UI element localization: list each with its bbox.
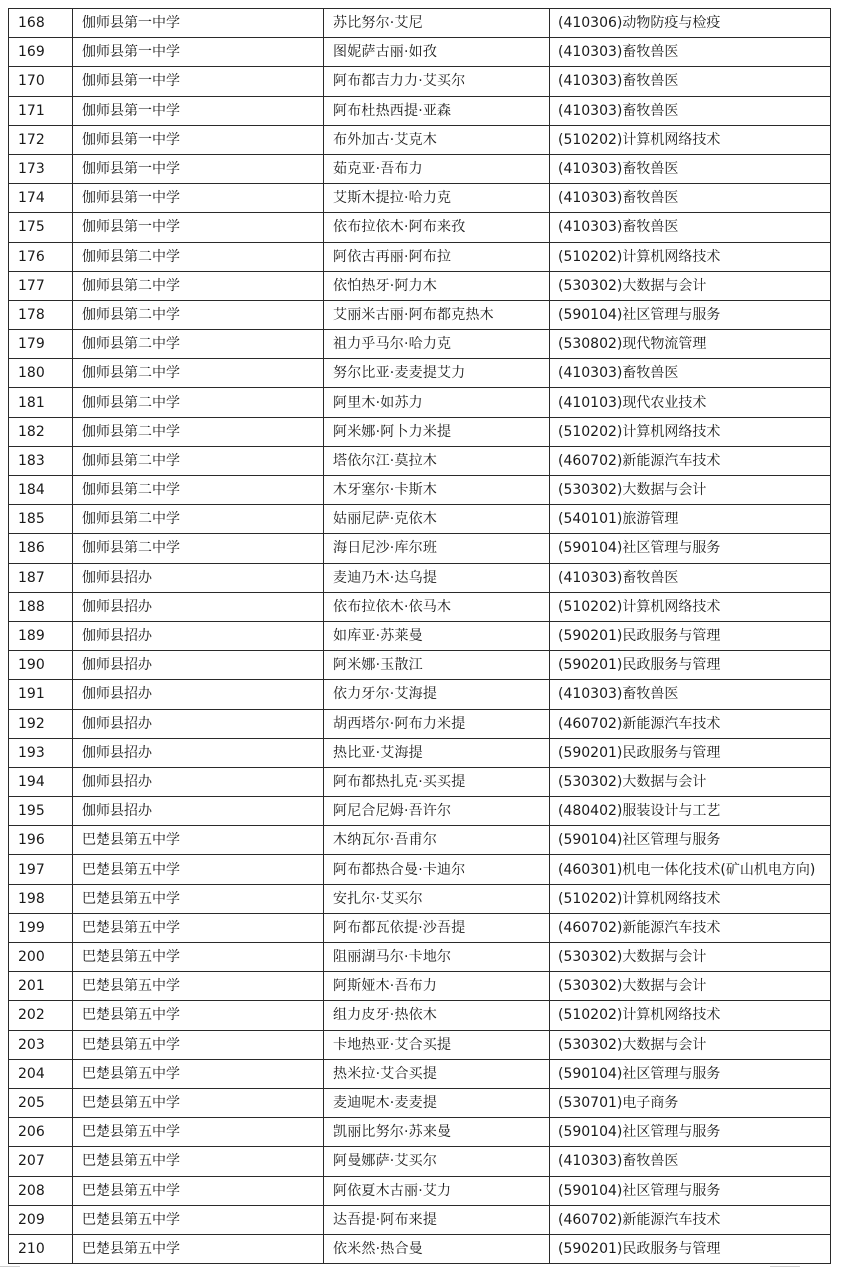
- row-number-cell: 189: [9, 621, 73, 650]
- table-row: [9, 213, 831, 242]
- table-row: [9, 1030, 831, 1059]
- student-name-cell: 祖力乎马尔·哈力克: [324, 330, 550, 359]
- school-name-cell: 巴楚县第五中学: [73, 943, 324, 972]
- major-name-cell: (510202)计算机网络技术: [550, 884, 831, 913]
- student-name-cell: 组力皮牙·热依木: [324, 1001, 550, 1030]
- school-name-cell: 伽师县第二中学: [73, 534, 324, 563]
- row-number-cell: 181: [9, 388, 73, 417]
- row-number-cell: 168: [9, 9, 73, 38]
- row-number-cell: 200: [9, 943, 73, 972]
- table-row: [9, 621, 831, 650]
- school-name-cell: 伽师县第二中学: [73, 388, 324, 417]
- row-number-cell: 201: [9, 972, 73, 1001]
- row-number-cell: 170: [9, 67, 73, 96]
- table-row: [9, 855, 831, 884]
- row-number-cell: 193: [9, 738, 73, 767]
- row-number-cell: 199: [9, 913, 73, 942]
- major-name-cell: (510202)计算机网络技术: [550, 242, 831, 271]
- school-name-cell: 伽师县第二中学: [73, 300, 324, 329]
- student-name-cell: 达吾提·阿布来提: [324, 1205, 550, 1234]
- student-name-cell: 依布拉依木·依马木: [324, 592, 550, 621]
- major-name-cell: (590104)社区管理与服务: [550, 534, 831, 563]
- major-name-cell: (410303)畜牧兽医: [550, 38, 831, 67]
- student-name-cell: 艾斯木提拉·哈力克: [324, 184, 550, 213]
- school-name-cell: 巴楚县第五中学: [73, 1030, 324, 1059]
- row-number-cell: 210: [9, 1234, 73, 1263]
- school-name-cell: 伽师县第二中学: [73, 446, 324, 475]
- table-row: [9, 651, 831, 680]
- student-name-cell: 姑丽尼萨·克依木: [324, 505, 550, 534]
- table-row: [9, 1001, 831, 1030]
- row-number-cell: 171: [9, 96, 73, 125]
- major-name-cell: (590104)社区管理与服务: [550, 300, 831, 329]
- row-number-cell: 180: [9, 359, 73, 388]
- row-number-cell: 205: [9, 1088, 73, 1117]
- school-name-cell: 伽师县第二中学: [73, 330, 324, 359]
- major-name-cell: (410303)畜牧兽医: [550, 359, 831, 388]
- row-number-cell: 194: [9, 767, 73, 796]
- table-row: [9, 300, 831, 329]
- table-row: [9, 417, 831, 446]
- table-row: [9, 1118, 831, 1147]
- row-number-cell: 183: [9, 446, 73, 475]
- table-row: [9, 797, 831, 826]
- table-row: [9, 9, 831, 38]
- row-number-cell: 179: [9, 330, 73, 359]
- table-row: [9, 884, 831, 913]
- school-name-cell: 伽师县第一中学: [73, 67, 324, 96]
- major-name-cell: (530302)大数据与会计: [550, 1030, 831, 1059]
- major-name-cell: (410303)畜牧兽医: [550, 96, 831, 125]
- school-name-cell: 伽师县第一中学: [73, 96, 324, 125]
- student-name-cell: 茹克亚·吾布力: [324, 154, 550, 183]
- row-number-cell: 177: [9, 271, 73, 300]
- major-name-cell: (410303)畜牧兽医: [550, 67, 831, 96]
- table-row: [9, 1059, 831, 1088]
- major-name-cell: (410303)畜牧兽医: [550, 184, 831, 213]
- school-name-cell: 伽师县第二中学: [73, 505, 324, 534]
- major-name-cell: (530302)大数据与会计: [550, 943, 831, 972]
- row-number-cell: 198: [9, 884, 73, 913]
- row-number-cell: 191: [9, 680, 73, 709]
- school-name-cell: 伽师县第一中学: [73, 9, 324, 38]
- row-number-cell: 175: [9, 213, 73, 242]
- table-row: [9, 154, 831, 183]
- row-number-cell: 184: [9, 476, 73, 505]
- major-name-cell: (590104)社区管理与服务: [550, 1118, 831, 1147]
- school-name-cell: 伽师县第二中学: [73, 476, 324, 505]
- table-row: [9, 446, 831, 475]
- school-name-cell: 巴楚县第五中学: [73, 1176, 324, 1205]
- student-name-cell: 阿尼合尼姆·吾许尔: [324, 797, 550, 826]
- student-name-cell: 阻丽湖马尔·卡地尔: [324, 943, 550, 972]
- student-name-cell: 麦迪呢木·麦麦提: [324, 1088, 550, 1117]
- student-name-cell: 依怕热牙·阿力木: [324, 271, 550, 300]
- row-number-cell: 176: [9, 242, 73, 271]
- row-number-cell: 174: [9, 184, 73, 213]
- table-row: [9, 680, 831, 709]
- student-name-cell: 阿斯娅木·吾布力: [324, 972, 550, 1001]
- major-name-cell: (460702)新能源汽车技术: [550, 446, 831, 475]
- row-number-cell: 185: [9, 505, 73, 534]
- student-name-cell: 木牙塞尔·卡斯木: [324, 476, 550, 505]
- table-row: [9, 913, 831, 942]
- enrollment-table: [8, 8, 831, 1264]
- table-row: [9, 184, 831, 213]
- table-row: [9, 826, 831, 855]
- major-name-cell: (460301)机电一体化技术(矿山机电方向): [550, 855, 831, 884]
- table-row: [9, 1234, 831, 1263]
- school-name-cell: 伽师县招办: [73, 738, 324, 767]
- school-name-cell: 伽师县招办: [73, 680, 324, 709]
- major-name-cell: (530302)大数据与会计: [550, 972, 831, 1001]
- major-name-cell: (410303)畜牧兽医: [550, 680, 831, 709]
- school-name-cell: 巴楚县第五中学: [73, 1001, 324, 1030]
- school-name-cell: 伽师县招办: [73, 767, 324, 796]
- school-name-cell: 伽师县招办: [73, 709, 324, 738]
- student-name-cell: 胡西塔尔·阿布力米提: [324, 709, 550, 738]
- student-name-cell: 布外加古·艾克木: [324, 125, 550, 154]
- major-name-cell: (510202)计算机网络技术: [550, 1001, 831, 1030]
- major-name-cell: (480402)服装设计与工艺: [550, 797, 831, 826]
- major-name-cell: (410303)畜牧兽医: [550, 1147, 831, 1176]
- student-name-cell: 海日尼沙·库尔班: [324, 534, 550, 563]
- major-name-cell: (460702)新能源汽车技术: [550, 1205, 831, 1234]
- table-row: [9, 38, 831, 67]
- row-number-cell: 206: [9, 1118, 73, 1147]
- row-number-cell: 209: [9, 1205, 73, 1234]
- school-name-cell: 伽师县第二中学: [73, 417, 324, 446]
- major-name-cell: (530302)大数据与会计: [550, 767, 831, 796]
- major-name-cell: (410303)畜牧兽医: [550, 154, 831, 183]
- table-row: [9, 709, 831, 738]
- school-name-cell: 伽师县第二中学: [73, 271, 324, 300]
- row-number-cell: 195: [9, 797, 73, 826]
- major-name-cell: (530701)电子商务: [550, 1088, 831, 1117]
- major-name-cell: (590104)社区管理与服务: [550, 1176, 831, 1205]
- row-number-cell: 202: [9, 1001, 73, 1030]
- student-name-cell: 麦迪乃木·达乌提: [324, 563, 550, 592]
- student-name-cell: 依力牙尔·艾海提: [324, 680, 550, 709]
- table-row: [9, 738, 831, 767]
- student-name-cell: 阿布都热扎克·买买提: [324, 767, 550, 796]
- school-name-cell: 伽师县第一中学: [73, 38, 324, 67]
- table-row: [9, 96, 831, 125]
- row-number-cell: 187: [9, 563, 73, 592]
- school-name-cell: 伽师县第一中学: [73, 213, 324, 242]
- row-number-cell: 173: [9, 154, 73, 183]
- school-name-cell: 巴楚县第五中学: [73, 1118, 324, 1147]
- school-name-cell: 伽师县招办: [73, 621, 324, 650]
- major-name-cell: (460702)新能源汽车技术: [550, 709, 831, 738]
- table-row: [9, 388, 831, 417]
- school-name-cell: 伽师县招办: [73, 651, 324, 680]
- student-name-cell: 木纳瓦尔·吾甫尔: [324, 826, 550, 855]
- major-name-cell: (410306)动物防疫与检疫: [550, 9, 831, 38]
- table-row: [9, 476, 831, 505]
- row-number-cell: 172: [9, 125, 73, 154]
- table-row: [9, 1205, 831, 1234]
- student-name-cell: 阿布都瓦依提·沙吾提: [324, 913, 550, 942]
- student-name-cell: 依布拉依木·阿布来孜: [324, 213, 550, 242]
- table-row: [9, 359, 831, 388]
- school-name-cell: 巴楚县第五中学: [73, 884, 324, 913]
- row-number-cell: 207: [9, 1147, 73, 1176]
- major-name-cell: (510202)计算机网络技术: [550, 417, 831, 446]
- school-name-cell: 巴楚县第五中学: [73, 1205, 324, 1234]
- student-name-cell: 凯丽比努尔·苏来曼: [324, 1118, 550, 1147]
- major-name-cell: (410303)畜牧兽医: [550, 563, 831, 592]
- table-row: [9, 242, 831, 271]
- student-name-cell: 图妮萨古丽·如孜: [324, 38, 550, 67]
- student-name-cell: 阿依夏木古丽·艾力: [324, 1176, 550, 1205]
- major-name-cell: (590104)社区管理与服务: [550, 1059, 831, 1088]
- row-number-cell: 192: [9, 709, 73, 738]
- student-name-cell: 阿米娜·阿卜力米提: [324, 417, 550, 446]
- table-row: [9, 592, 831, 621]
- major-name-cell: (510202)计算机网络技术: [550, 125, 831, 154]
- student-name-cell: 如库亚·苏莱曼: [324, 621, 550, 650]
- school-name-cell: 伽师县第一中学: [73, 154, 324, 183]
- major-name-cell: (590201)民政服务与管理: [550, 738, 831, 767]
- student-name-cell: 艾丽米古丽·阿布都克热木: [324, 300, 550, 329]
- major-name-cell: (590201)民政服务与管理: [550, 651, 831, 680]
- table-row: [9, 1088, 831, 1117]
- school-name-cell: 巴楚县第五中学: [73, 1234, 324, 1263]
- row-number-cell: 208: [9, 1176, 73, 1205]
- major-name-cell: (590201)民政服务与管理: [550, 1234, 831, 1263]
- table-row: [9, 534, 831, 563]
- student-name-cell: 阿布都吉力力·艾买尔: [324, 67, 550, 96]
- student-name-cell: 塔依尔江·莫拉木: [324, 446, 550, 475]
- student-name-cell: 卡地热亚·艾合买提: [324, 1030, 550, 1059]
- table-row: [9, 330, 831, 359]
- student-name-cell: 热米拉·艾合买提: [324, 1059, 550, 1088]
- major-name-cell: (410303)畜牧兽医: [550, 213, 831, 242]
- table-row: [9, 1176, 831, 1205]
- school-name-cell: 巴楚县第五中学: [73, 826, 324, 855]
- student-name-cell: 苏比努尔·艾尼: [324, 9, 550, 38]
- school-name-cell: 巴楚县第五中学: [73, 1147, 324, 1176]
- student-name-cell: 依米然·热合曼: [324, 1234, 550, 1263]
- school-name-cell: 巴楚县第五中学: [73, 913, 324, 942]
- school-name-cell: 巴楚县第五中学: [73, 855, 324, 884]
- row-number-cell: 204: [9, 1059, 73, 1088]
- row-number-cell: 203: [9, 1030, 73, 1059]
- school-name-cell: 伽师县招办: [73, 563, 324, 592]
- table-row: [9, 972, 831, 1001]
- student-name-cell: 努尔比亚·麦麦提艾力: [324, 359, 550, 388]
- major-name-cell: (590201)民政服务与管理: [550, 621, 831, 650]
- school-name-cell: 伽师县第二中学: [73, 359, 324, 388]
- table-row: [9, 943, 831, 972]
- enrollment-list-sheet: [8, 8, 830, 1264]
- row-number-cell: 186: [9, 534, 73, 563]
- student-name-cell: 阿布都热合曼·卡迪尔: [324, 855, 550, 884]
- table-row: [9, 271, 831, 300]
- row-number-cell: 188: [9, 592, 73, 621]
- school-name-cell: 伽师县招办: [73, 592, 324, 621]
- major-name-cell: (540101)旅游管理: [550, 505, 831, 534]
- major-name-cell: (590104)社区管理与服务: [550, 826, 831, 855]
- student-name-cell: 阿曼娜萨·艾买尔: [324, 1147, 550, 1176]
- major-name-cell: (530302)大数据与会计: [550, 271, 831, 300]
- page-edge-mark-left: [0, 1266, 20, 1267]
- table-row: [9, 505, 831, 534]
- table-body: [9, 9, 831, 1264]
- school-name-cell: 巴楚县第五中学: [73, 1088, 324, 1117]
- row-number-cell: 190: [9, 651, 73, 680]
- student-name-cell: 安扎尔·艾买尔: [324, 884, 550, 913]
- student-name-cell: 阿里木·如苏力: [324, 388, 550, 417]
- major-name-cell: (530302)大数据与会计: [550, 476, 831, 505]
- row-number-cell: 169: [9, 38, 73, 67]
- row-number-cell: 182: [9, 417, 73, 446]
- page-edge-mark-right: [770, 1266, 800, 1267]
- student-name-cell: 阿依古再丽·阿布拉: [324, 242, 550, 271]
- row-number-cell: 196: [9, 826, 73, 855]
- row-number-cell: 197: [9, 855, 73, 884]
- major-name-cell: (510202)计算机网络技术: [550, 592, 831, 621]
- major-name-cell: (410103)现代农业技术: [550, 388, 831, 417]
- school-name-cell: 巴楚县第五中学: [73, 1059, 324, 1088]
- school-name-cell: 伽师县第一中学: [73, 125, 324, 154]
- student-name-cell: 阿布杜热西提·亚森: [324, 96, 550, 125]
- school-name-cell: 伽师县第二中学: [73, 242, 324, 271]
- table-row: [9, 563, 831, 592]
- student-name-cell: 阿米娜·玉散江: [324, 651, 550, 680]
- table-row: [9, 125, 831, 154]
- student-name-cell: 热比亚·艾海提: [324, 738, 550, 767]
- table-row: [9, 67, 831, 96]
- table-row: [9, 1147, 831, 1176]
- school-name-cell: 巴楚县第五中学: [73, 972, 324, 1001]
- major-name-cell: (460702)新能源汽车技术: [550, 913, 831, 942]
- school-name-cell: 伽师县第一中学: [73, 184, 324, 213]
- table-row: [9, 767, 831, 796]
- school-name-cell: 伽师县招办: [73, 797, 324, 826]
- row-number-cell: 178: [9, 300, 73, 329]
- major-name-cell: (530802)现代物流管理: [550, 330, 831, 359]
